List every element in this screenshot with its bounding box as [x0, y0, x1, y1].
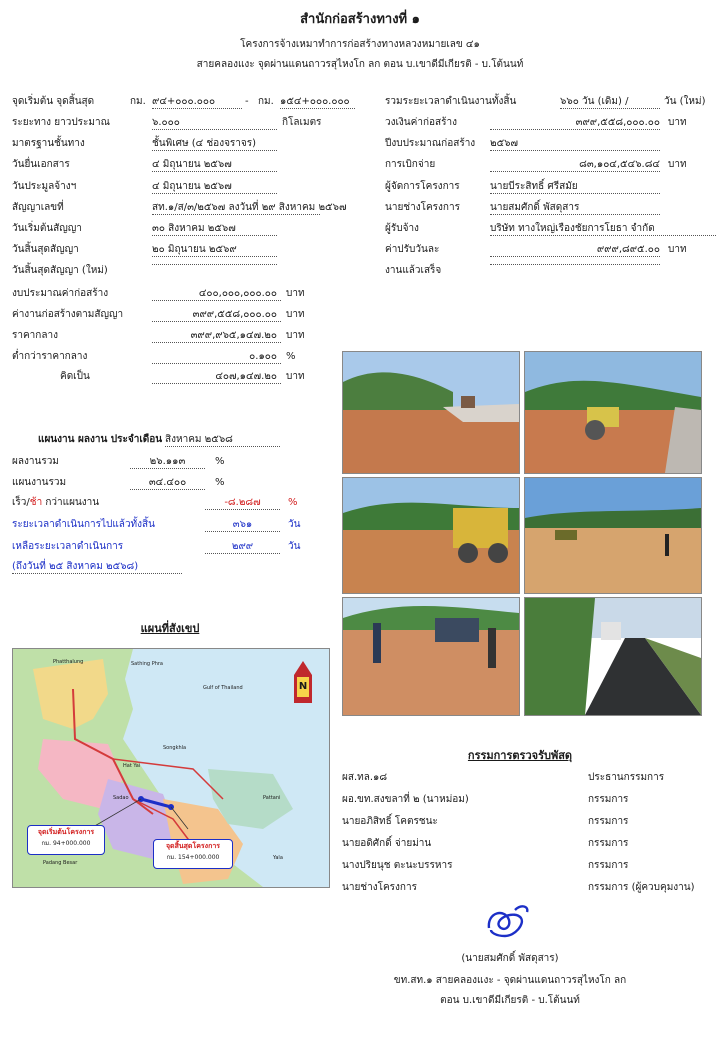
progress-label-4: เหลือระยะเวลาดำเนินการ	[12, 541, 124, 552]
right-value-7: ๙๙๙,๘๙๕.๐๐	[490, 243, 660, 257]
left-unit-12: %	[286, 351, 296, 362]
place-5: Sadao	[113, 795, 129, 801]
right-unit-7: บาท	[668, 244, 687, 255]
progress-month: สิงหาคม ๒๕๖๘	[165, 433, 280, 447]
start-km: กม. 94+000.000	[41, 840, 91, 847]
right-value-2: ๒๕๖๗	[490, 137, 660, 151]
left-value-11: ๓๙๙,๙๖๕,๑๔๗.๒๐	[152, 329, 281, 343]
behind-plan-label: กว่าแผนงาน	[45, 497, 100, 508]
right-label-3: การเบิกจ่าย	[385, 159, 436, 170]
place-3: Songkhla	[163, 745, 187, 751]
left-unit-13: บาท	[286, 371, 305, 382]
km-prefix-start: กม.	[130, 96, 146, 107]
progress-label-0: ผลงานรวม	[12, 456, 59, 467]
left-label-13: คิดเป็น	[60, 371, 90, 382]
right-value-3: ๘๓,๑๐๔,๕๔๖.๘๔	[490, 158, 660, 172]
km-prefix-end: กม.	[258, 96, 274, 107]
left-label-8: วันสิ้นสุดสัญญา (ใหม่)	[12, 265, 108, 276]
site-photo-1	[342, 351, 520, 474]
committee-member-name-1: ผอ.ขท.สงขลาที่ ๒ (นาหม่อม)	[342, 794, 469, 805]
site-photo-5	[342, 597, 520, 716]
committee-member-name-5: นายช่างโครงการ	[342, 882, 417, 893]
left-value-1: ๖.๐๐๐	[152, 116, 277, 130]
left-value-2: ชั้นพิเศษ (๔ ช่องจราจร)	[152, 137, 277, 151]
km-dash: -	[245, 96, 249, 107]
right-value-6: บริษัท ทางใหญ่เรืองชัยการโยธา จำกัด	[490, 222, 716, 236]
end-label: จุดสิ้นสุดโครงการ	[165, 842, 221, 850]
left-unit-10: บาท	[286, 309, 305, 320]
left-unit-1: กิโลเมตร	[282, 117, 322, 128]
slow-label: ช้า	[29, 497, 43, 508]
progress-label-5: (ถึงวันที่ ๒๕ สิงหาคม ๒๕๖๘)	[12, 560, 182, 574]
left-value-5: สท.๑/ส/๓/๒๕๖๗ ลงวันที่ ๒๙ สิงหาคม ๒๕๖๗	[152, 202, 347, 213]
left-value-4: ๔ มิถุนายน ๒๕๖๗	[152, 180, 277, 194]
signature-mark-icon	[485, 902, 533, 942]
committee-member-name-3: นายอดิศักดิ์ จ่ายม่าน	[342, 838, 432, 849]
left-unit-11: บาท	[286, 330, 305, 341]
start-label: จุดเริ่มต้นโครงการ	[37, 828, 95, 836]
map-heading: แผนที่สังเขป	[140, 622, 200, 635]
location-map	[12, 648, 330, 888]
page-title: สำนักก่อสร้างทางที่ ๑	[300, 12, 420, 27]
left-value-10: ๓๙๙,๕๕๘,๐๐๐.๐๐	[152, 308, 281, 322]
left-label-1: ระยะทาง ยาวประมาณ	[12, 117, 110, 128]
committee-member-name-0: ผส.ทล.๑๘	[342, 772, 388, 783]
right-label-1: วงเงินค่าก่อสร้าง	[385, 117, 457, 128]
right-value-0: ๖๖๐ วัน (เดิม) /	[560, 95, 660, 109]
left-value-3: ๔ มิถุนายน ๒๕๖๗	[152, 158, 277, 172]
place-6: Pattani	[263, 795, 281, 801]
committee-member-role-2: กรรมการ	[588, 816, 629, 827]
committee-member-name-4: นางปริยนุช ตะนะบรรหาร	[342, 860, 453, 871]
left-label-6: วันเริ่มต้นสัญญา	[12, 223, 82, 234]
right-label-4: ผู้จัดการโครงการ	[385, 181, 460, 192]
km-end: ๑๕๔+๐๐๐.๐๐๐	[280, 95, 355, 109]
right-value-1: ๓๙๙,๕๕๘,๐๐๐.๐๐	[490, 116, 660, 130]
end-callout	[153, 839, 233, 869]
progress-label-3: ระยะเวลาดำเนินการไปแล้วทั้งสิ้น	[12, 519, 155, 530]
committee-member-role-3: กรรมการ	[588, 838, 629, 849]
signer-position-2: ตอน บ.เขาดีมีเกียรติ - บ.โต้นนท์	[440, 995, 580, 1006]
right-label-8: งานแล้วเสร็จ	[385, 265, 442, 276]
project-subtitle: โครงการจ้างเหมาทำการก่อสร้างทางหลวงหมายเลข ๔๑	[240, 39, 480, 50]
left-unit-9: บาท	[286, 288, 305, 299]
left-value-8	[152, 264, 277, 265]
progress-unit-2: %	[288, 497, 298, 508]
left-value-9: ๔๐๐,๐๐๐,๐๐๐.๐๐	[152, 287, 281, 301]
progress-label-1: แผนงานรวม	[12, 477, 67, 488]
right-label-0: รวมระยะเวลาดำเนินงานทั้งสิ้น	[385, 96, 517, 107]
right-label-7: ค่าปรับวันละ	[385, 244, 440, 255]
left-label-9: งบประมาณค่าก่อสร้าง	[12, 288, 109, 299]
site-photo-2	[524, 351, 702, 474]
right-label-6: ผู้รับจ้าง	[385, 223, 419, 234]
signer-position-1: ขท.สท.๑ สายคลองแงะ - จุดผ่านแดนถาวรสุไหงโก ลก	[393, 975, 627, 986]
end-km: กม. 154+000.000	[166, 854, 220, 861]
signer-name: (นายสมศักดิ์ พัสดุสาร)	[461, 953, 559, 964]
site-photo-6	[524, 597, 702, 716]
north-label: N	[298, 681, 308, 692]
left-value-12: ๐.๑๐๐	[152, 350, 281, 364]
left-label-2: มาตรฐานชั้นทาง	[12, 138, 85, 149]
progress-value-3: ๓๖๑	[205, 518, 280, 532]
progress-value-0: ๒๖.๑๑๓	[130, 455, 205, 469]
left-label-12: ต่ำกว่าราคากลาง	[12, 351, 88, 362]
north-arrow-icon	[294, 661, 312, 703]
place-4: Hat Yai	[123, 763, 141, 769]
committee-member-role-0: ประธานกรรมการ	[588, 772, 665, 783]
left-label-7: วันสิ้นสุดสัญญา	[12, 244, 79, 255]
committee-member-role-5: กรรมการ (ผู้ควบคุมงาน)	[588, 882, 695, 893]
left-label-11: ราคากลาง	[12, 330, 58, 341]
place-7: Yala	[273, 855, 283, 861]
left-label-3: วันยื่นเอกสาร	[12, 159, 70, 170]
right-value-8	[490, 264, 660, 265]
place-1: Sathing Phra	[131, 661, 163, 667]
project-section: สายคลองแงะ จุดผ่านแดนถาวรสุไหงโก ลก ตอน บ.เขาดีมีเกียรติ - บ.โต้นนท์	[196, 59, 524, 70]
left-label-5: สัญญาเลขที่	[12, 202, 64, 213]
progress-unit-4: วัน	[288, 541, 301, 552]
left-value-7: ๒๐ มิถุนายน ๒๕๖๙	[152, 243, 277, 257]
place-8: Padang Besar	[43, 860, 78, 866]
progress-value-1: ๓๔.๔๐๐	[130, 476, 205, 490]
progress-heading: แผนงาน ผลงาน ประจำเดือน	[38, 434, 163, 445]
left-value-13: ๔๐๗,๑๔๗.๒๐	[152, 370, 281, 384]
committee-member-name-2: นายอภิสิทธิ์ โคตรชนะ	[342, 816, 438, 827]
left-label-10: ค่างานก่อสร้างตามสัญญา	[12, 309, 124, 320]
place-0: Phatthalung	[53, 659, 84, 665]
left-label-4: วันประมูลจ้างฯ	[12, 181, 77, 192]
right-unit-3: บาท	[668, 159, 687, 170]
left-label-0: จุดเริ่มต้น จุดสิ้นสุด	[12, 96, 95, 107]
committee-member-role-1: กรรมการ	[588, 794, 629, 805]
site-photo-4	[524, 477, 702, 594]
place-2: Gulf of Thailand	[203, 685, 243, 691]
progress-unit-0: %	[215, 456, 225, 467]
fast-label: เร็ว/	[12, 497, 30, 508]
km-start: ๙๔+๐๐๐.๐๐๐	[152, 95, 242, 109]
progress-unit-1: %	[215, 477, 225, 488]
right-label-2: ปีงบประมาณก่อสร้าง	[385, 138, 476, 149]
progress-label-2	[12, 496, 99, 509]
site-photo-3	[342, 477, 520, 594]
right-label-5: นายช่างโครงการ	[385, 202, 460, 213]
right-value-5: นายสมศักดิ์ พัสดุสาร	[490, 201, 660, 215]
right-value-4: นายบีระสิทธิ์ ศรีสมัย	[490, 180, 660, 194]
progress-value-2: -๘.๒๘๗	[205, 496, 280, 510]
right-unit-1: บาท	[668, 117, 687, 128]
committee-member-role-4: กรรมการ	[588, 860, 629, 871]
start-callout	[27, 825, 105, 855]
right-unit-0: วัน (ใหม่)	[664, 96, 706, 107]
committee-heading: กรรมการตรวจรับพัสดุ	[467, 749, 573, 762]
progress-unit-3: วัน	[288, 519, 301, 530]
left-value-6: ๓๐ สิงหาคม ๒๕๖๗	[152, 222, 277, 236]
progress-value-4: ๒๙๙	[205, 540, 280, 554]
